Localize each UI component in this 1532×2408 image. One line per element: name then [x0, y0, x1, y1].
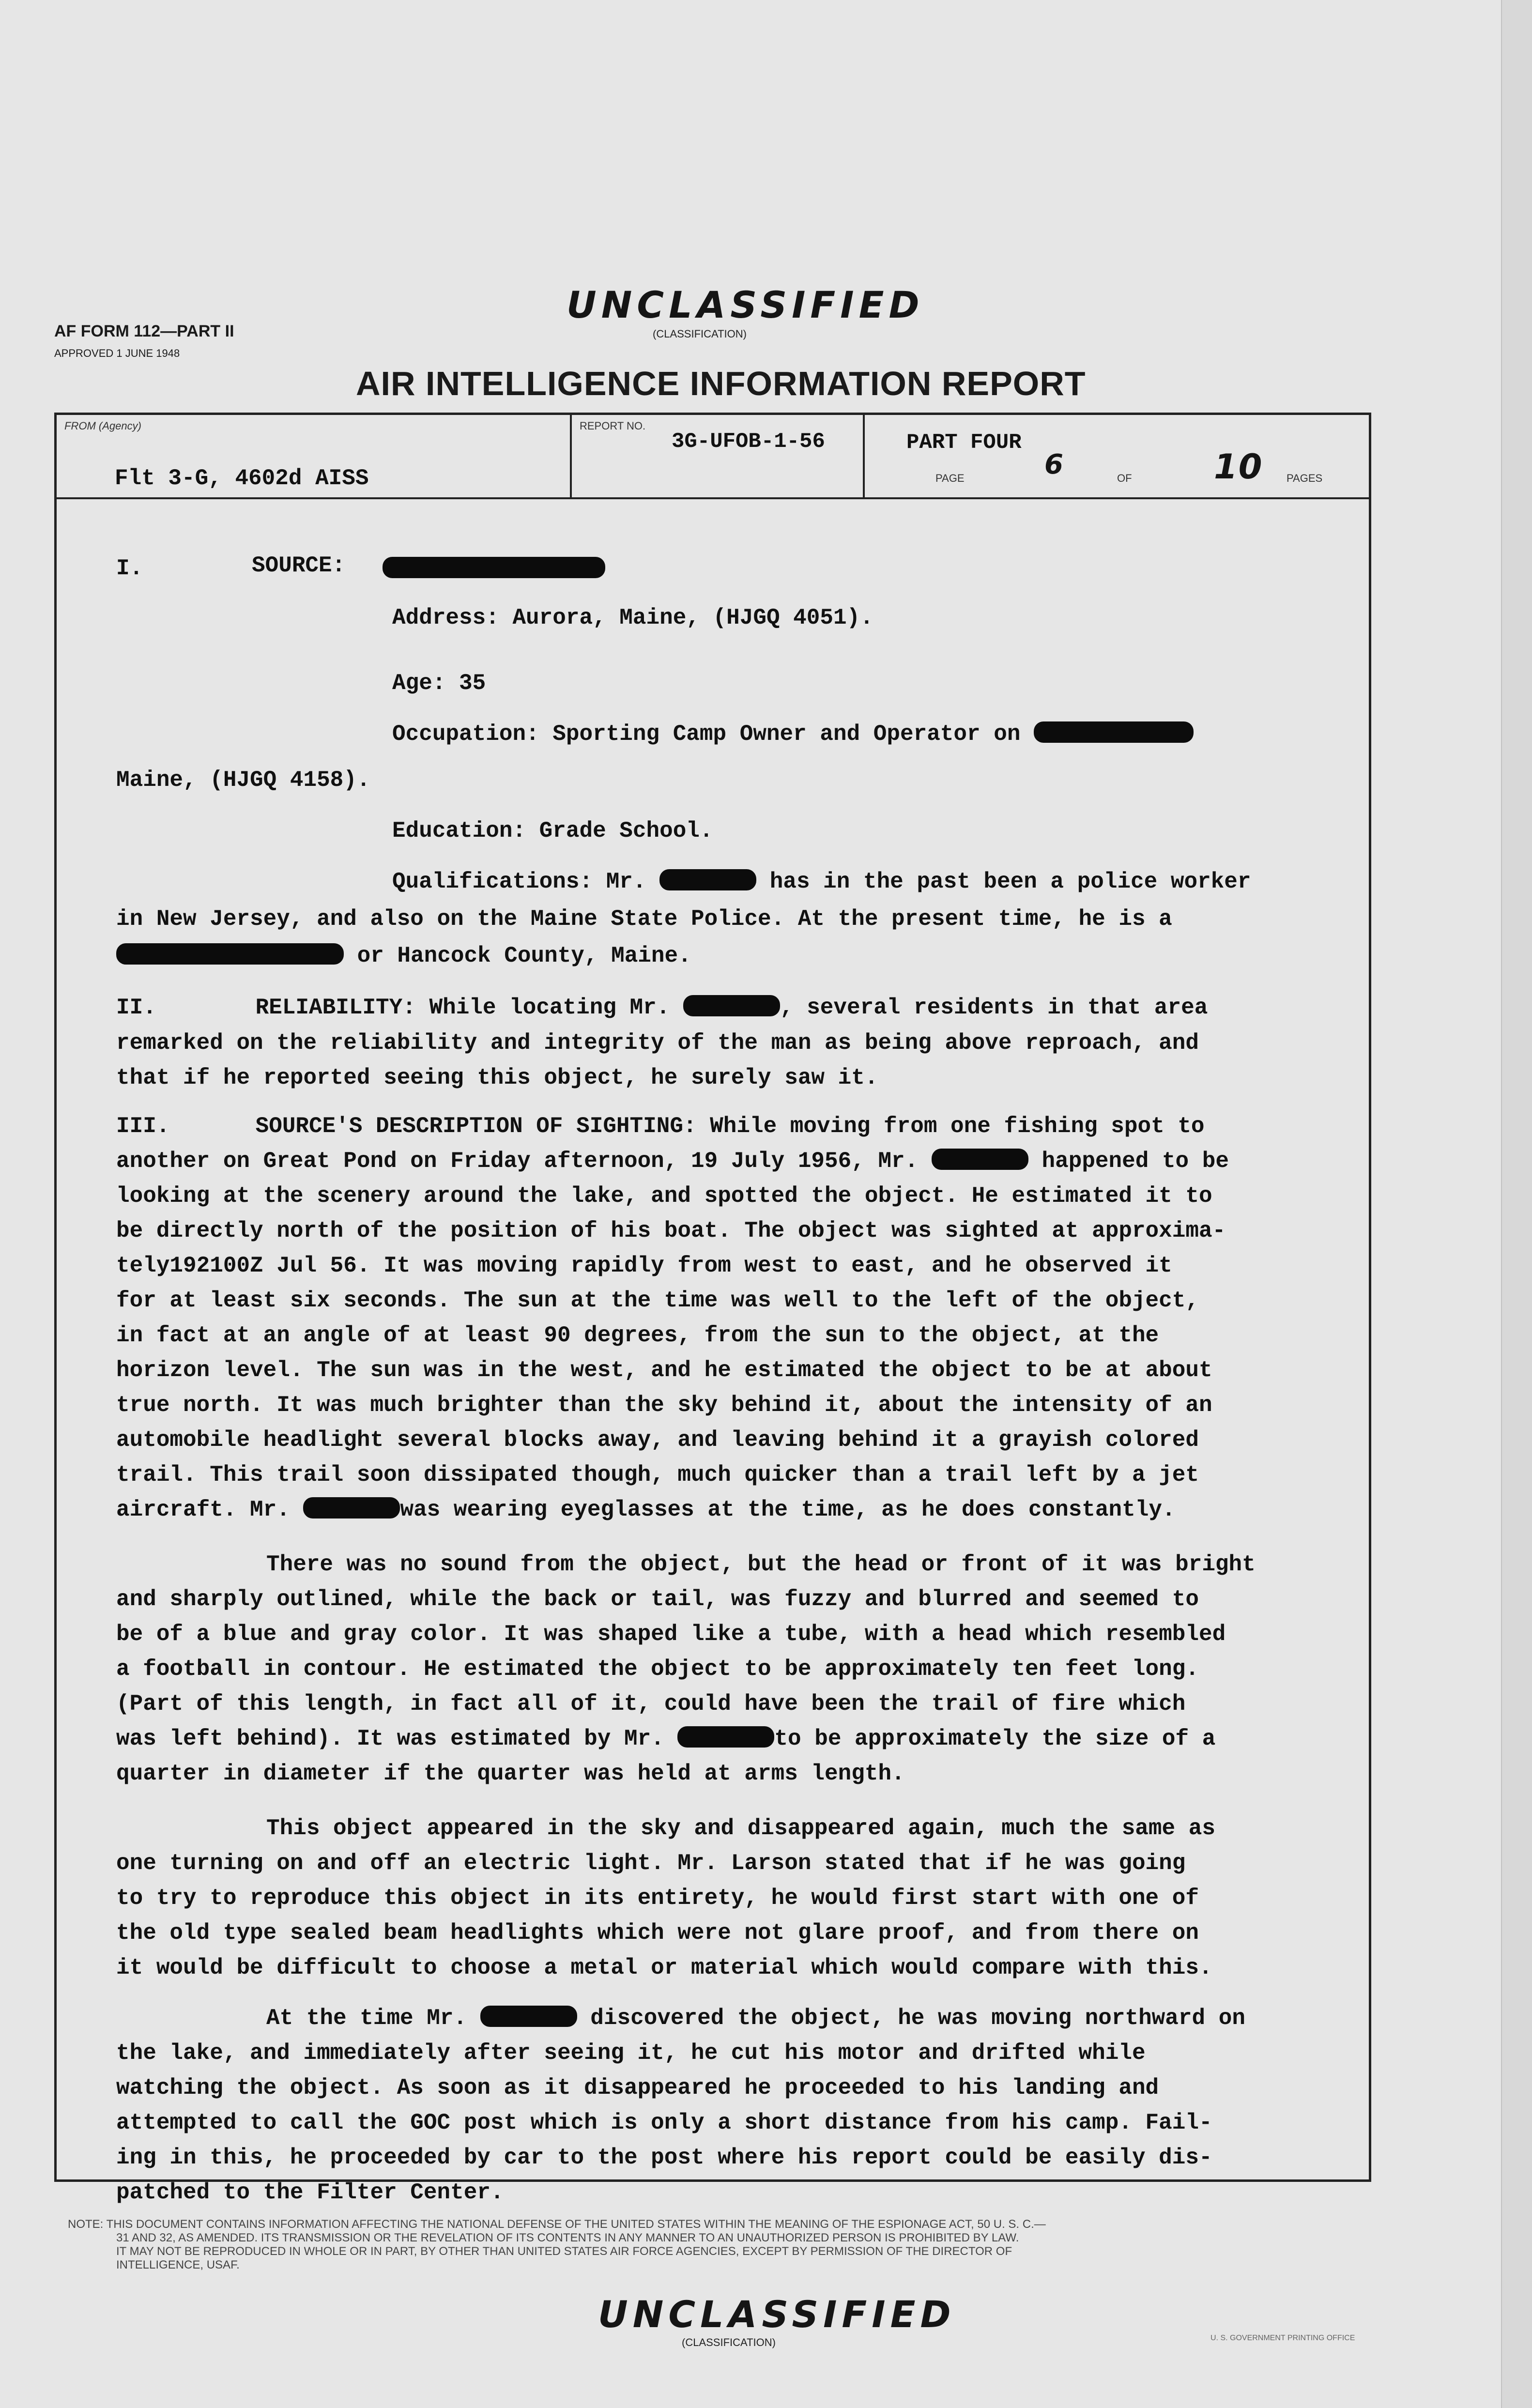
education-label: Education: [392, 818, 526, 844]
desc-p1-text-12: aircraft. Mr. [116, 1497, 290, 1522]
from-value: Flt 3-G, 4602d AISS [115, 466, 369, 491]
description-line-8: horizon level. The sun was in the west, and he estimated the object to be at about [116, 1358, 1212, 1383]
occupation-cont: Maine, (HJGQ 4158). [116, 767, 370, 793]
p2-line-4: a football in contour. He estimated the object to be approximately ten feet long. [116, 1656, 1199, 1682]
p4-line-2: the lake, and immediately after seeing it, he cut his motor and drifted while [116, 2040, 1146, 2066]
section-2-num: II. [116, 995, 156, 1020]
total-pages: 10 [1214, 447, 1263, 487]
page-label: PAGE [935, 472, 965, 484]
reliability-line-2: remarked on the reliability and integrity of the man as being above reproach, and [116, 1030, 1199, 1056]
description-line-11: trail. This trail soon dissipated though, much quicker than a trail left by a jet [116, 1462, 1199, 1488]
address-row [392, 605, 873, 630]
p4-line-4: attempted to call the GOC post which is only a short distance from his camp. Fail- [116, 2110, 1212, 2135]
age-label: Age: [392, 671, 446, 696]
desc-p4-text-0: At the time Mr. [266, 2006, 467, 2031]
desc-p1-text-2: happened to be [1042, 1149, 1229, 1174]
classification-top: UNCLASSIFIED [567, 283, 924, 326]
p2-line-1: There was no sound from the object, but the head or front of it was bright [266, 1552, 1256, 1577]
part-value: PART FOUR [906, 430, 1022, 455]
qualifications-line-1 [392, 869, 1251, 894]
redaction-name-4 [303, 1497, 400, 1518]
description-line-2 [116, 1149, 1229, 1174]
description-line-5: tely192100Z Jul 56. It was moving rapidly from west to east, and he observed it [116, 1253, 1172, 1278]
desc-p1-text-1: another on Great Pond on Friday afternoon, 19 July 1956, Mr. [116, 1149, 919, 1174]
description-line-6: for at least six seconds. The sun at the time was well to the left of the object, [116, 1288, 1199, 1313]
section-3-num: III. [116, 1114, 170, 1139]
redaction-name-5 [677, 1726, 774, 1748]
p3-line-3: to try to reproduce this object in its entirety, he would first start with one of [116, 1886, 1199, 1911]
reliability-line-3: that if he reported seeing this object, he surely saw it. [116, 1065, 878, 1090]
address-label: Address: [392, 605, 499, 630]
occupation-value: Sporting Camp Owner and Operator on [552, 721, 1021, 747]
pages-label: PAGES [1287, 472, 1323, 484]
description-line-12 [116, 1497, 1176, 1522]
reliability-text-b: , several residents in that area [780, 995, 1208, 1020]
form-id: AF FORM 112—PART II [54, 322, 234, 340]
report-no-value: 3G-UFOB-1-56 [672, 429, 825, 454]
p2-line-5: (Part of this length, in fact all of it, could have been the trail of fire which [116, 1691, 1186, 1717]
classification-caption-bottom: (CLASSIFICATION) [682, 2336, 776, 2348]
description-line-7: in fact at an angle of at least 90 degrees, from the sun to the object, at the [116, 1323, 1159, 1348]
redaction-name-3 [932, 1149, 1028, 1170]
age-value: 35 [459, 671, 486, 696]
reliability-text-a: While locating Mr. [429, 995, 670, 1020]
desc-p1-text-0: While moving from one fishing spot to [710, 1114, 1205, 1139]
qualifications-line-2: in New Jersey, and also on the Maine State Police. At the present time, he is a [116, 906, 1172, 932]
redaction-source-name [383, 557, 605, 578]
description-line-9: true north. It was much brighter than the sky behind it, about the intensity of an [116, 1393, 1212, 1418]
form-approved: APPROVED 1 JUNE 1948 [54, 347, 180, 359]
security-note [68, 2218, 1046, 2272]
qual-text-c: or Hancock County, Maine. [357, 943, 691, 968]
p3-line-4: the old type sealed beam headlights which were not glare proof, and from there on [116, 1920, 1199, 1946]
section-1-num: I. [116, 556, 143, 581]
qualifications-line-3 [116, 943, 691, 968]
page-number: 6 [1044, 449, 1063, 480]
qual-text-b: has in the past been a police worker [769, 869, 1251, 894]
p2-line-3: be of a blue and gray color. It was shaped like a tube, with a head which resembled [116, 1622, 1226, 1647]
p4-line-3: watching the object. As soon as it disappeared he proceeded to his landing and [116, 2075, 1159, 2101]
classification-bottom: UNCLASSIFIED [598, 2293, 956, 2336]
printer-mark: U. S. GOVERNMENT PRINTING OFFICE [1210, 2334, 1355, 2342]
qualifications-label: Qualifications: [392, 869, 593, 894]
p4-line-5: ing in this, he proceeded by car to the post where his report could be easily dis- [116, 2145, 1212, 2170]
reliability-label: RELIABILITY: [255, 995, 416, 1020]
description-line-10: automobile headlight several blocks away, and leaving behind it a grayish colored [116, 1427, 1199, 1453]
redaction-location [1034, 721, 1194, 743]
redaction-name-6 [480, 2006, 577, 2027]
description-line-1 [116, 1114, 1205, 1139]
p4-line-1 [266, 2006, 1245, 2031]
education-value: Grade School. [539, 818, 713, 844]
description-line-4: be directly north of the position of his boat. The object was sighted at approxima- [116, 1218, 1226, 1243]
redaction-name-2 [683, 995, 780, 1016]
occupation-row [392, 721, 1194, 747]
education-row [392, 818, 713, 844]
p3-line-1: This object appeared in the sky and disappeared again, much the same as [266, 1816, 1215, 1841]
p3-line-5: it would be difficult to choose a metal or material which would compare with this. [116, 1955, 1212, 1980]
p2-line-8: quarter in diameter if the quarter was held at arms length. [116, 1761, 905, 1786]
description-label: SOURCE'S DESCRIPTION OF SIGHTING: [255, 1114, 697, 1139]
age-row [392, 671, 486, 696]
desc-p2-text-6: to be approximately the size of a [774, 1726, 1216, 1751]
note-line: IT MAY NOT BE REPRODUCED IN WHOLE OR IN PART, BY OTHER THAN UNITED STATES AIR FORCE AGENCIES, EXCEPT BY PERMISSION OF THE DIRECTOR OF [116, 2245, 1012, 2258]
redaction-name-1 [659, 869, 756, 890]
note-line: 31 AND 32, AS AMENDED. ITS TRANSMISSION OR THE REVELATION OF ITS CONTENTS IN ANY MANNER TO AN UNAUTHORIZED PERSON IS PROHIBITED BY LAW. [116, 2231, 1019, 2244]
desc-p1-text-13: was wearing eyeglasses at the time, as he does constantly. [400, 1497, 1176, 1522]
report-no-label: REPORT NO. [580, 420, 646, 432]
redaction-title [116, 943, 344, 965]
p2-line-6 [116, 1726, 1215, 1751]
address-value: Aurora, Maine, (HJGQ 4051). [512, 605, 873, 630]
description-line-3: looking at the scenery around the lake, and spotted the object. He estimated it to [116, 1183, 1212, 1209]
of-label: OF [1117, 472, 1132, 484]
p3-line-2: one turning on and off an electric light. Mr. Larson stated that if he was going [116, 1851, 1186, 1876]
desc-p2-text-5: was left behind). It was estimated by Mr. [116, 1726, 664, 1751]
from-label: FROM (Agency) [64, 420, 141, 432]
p4-line-6: patched to the Filter Center. [116, 2180, 504, 2205]
note-line: NOTE: THIS DOCUMENT CONTAINS INFORMATION AFFECTING THE NATIONAL DEFENSE OF THE UNITED STATES WITHIN THE MEANING OF THE ESPIONAGE ACT, 50 U. S. C.— [68, 2218, 1046, 2231]
reliability-line-1 [116, 995, 1208, 1020]
desc-p4-text-1: discovered the object, he was moving northward on [590, 2006, 1245, 2031]
qual-text-a: Mr. [606, 869, 646, 894]
p2-line-2: and sharply outlined, while the back or tail, was fuzzy and blurred and seemed to [116, 1587, 1199, 1612]
note-line: INTELLIGENCE, USAF. [116, 2258, 240, 2271]
source-label: SOURCE: [252, 553, 346, 578]
report-title: AIR INTELLIGENCE INFORMATION REPORT [356, 365, 1086, 402]
classification-caption-top: (CLASSIFICATION) [653, 328, 747, 340]
occupation-label: Occupation: [392, 721, 539, 747]
